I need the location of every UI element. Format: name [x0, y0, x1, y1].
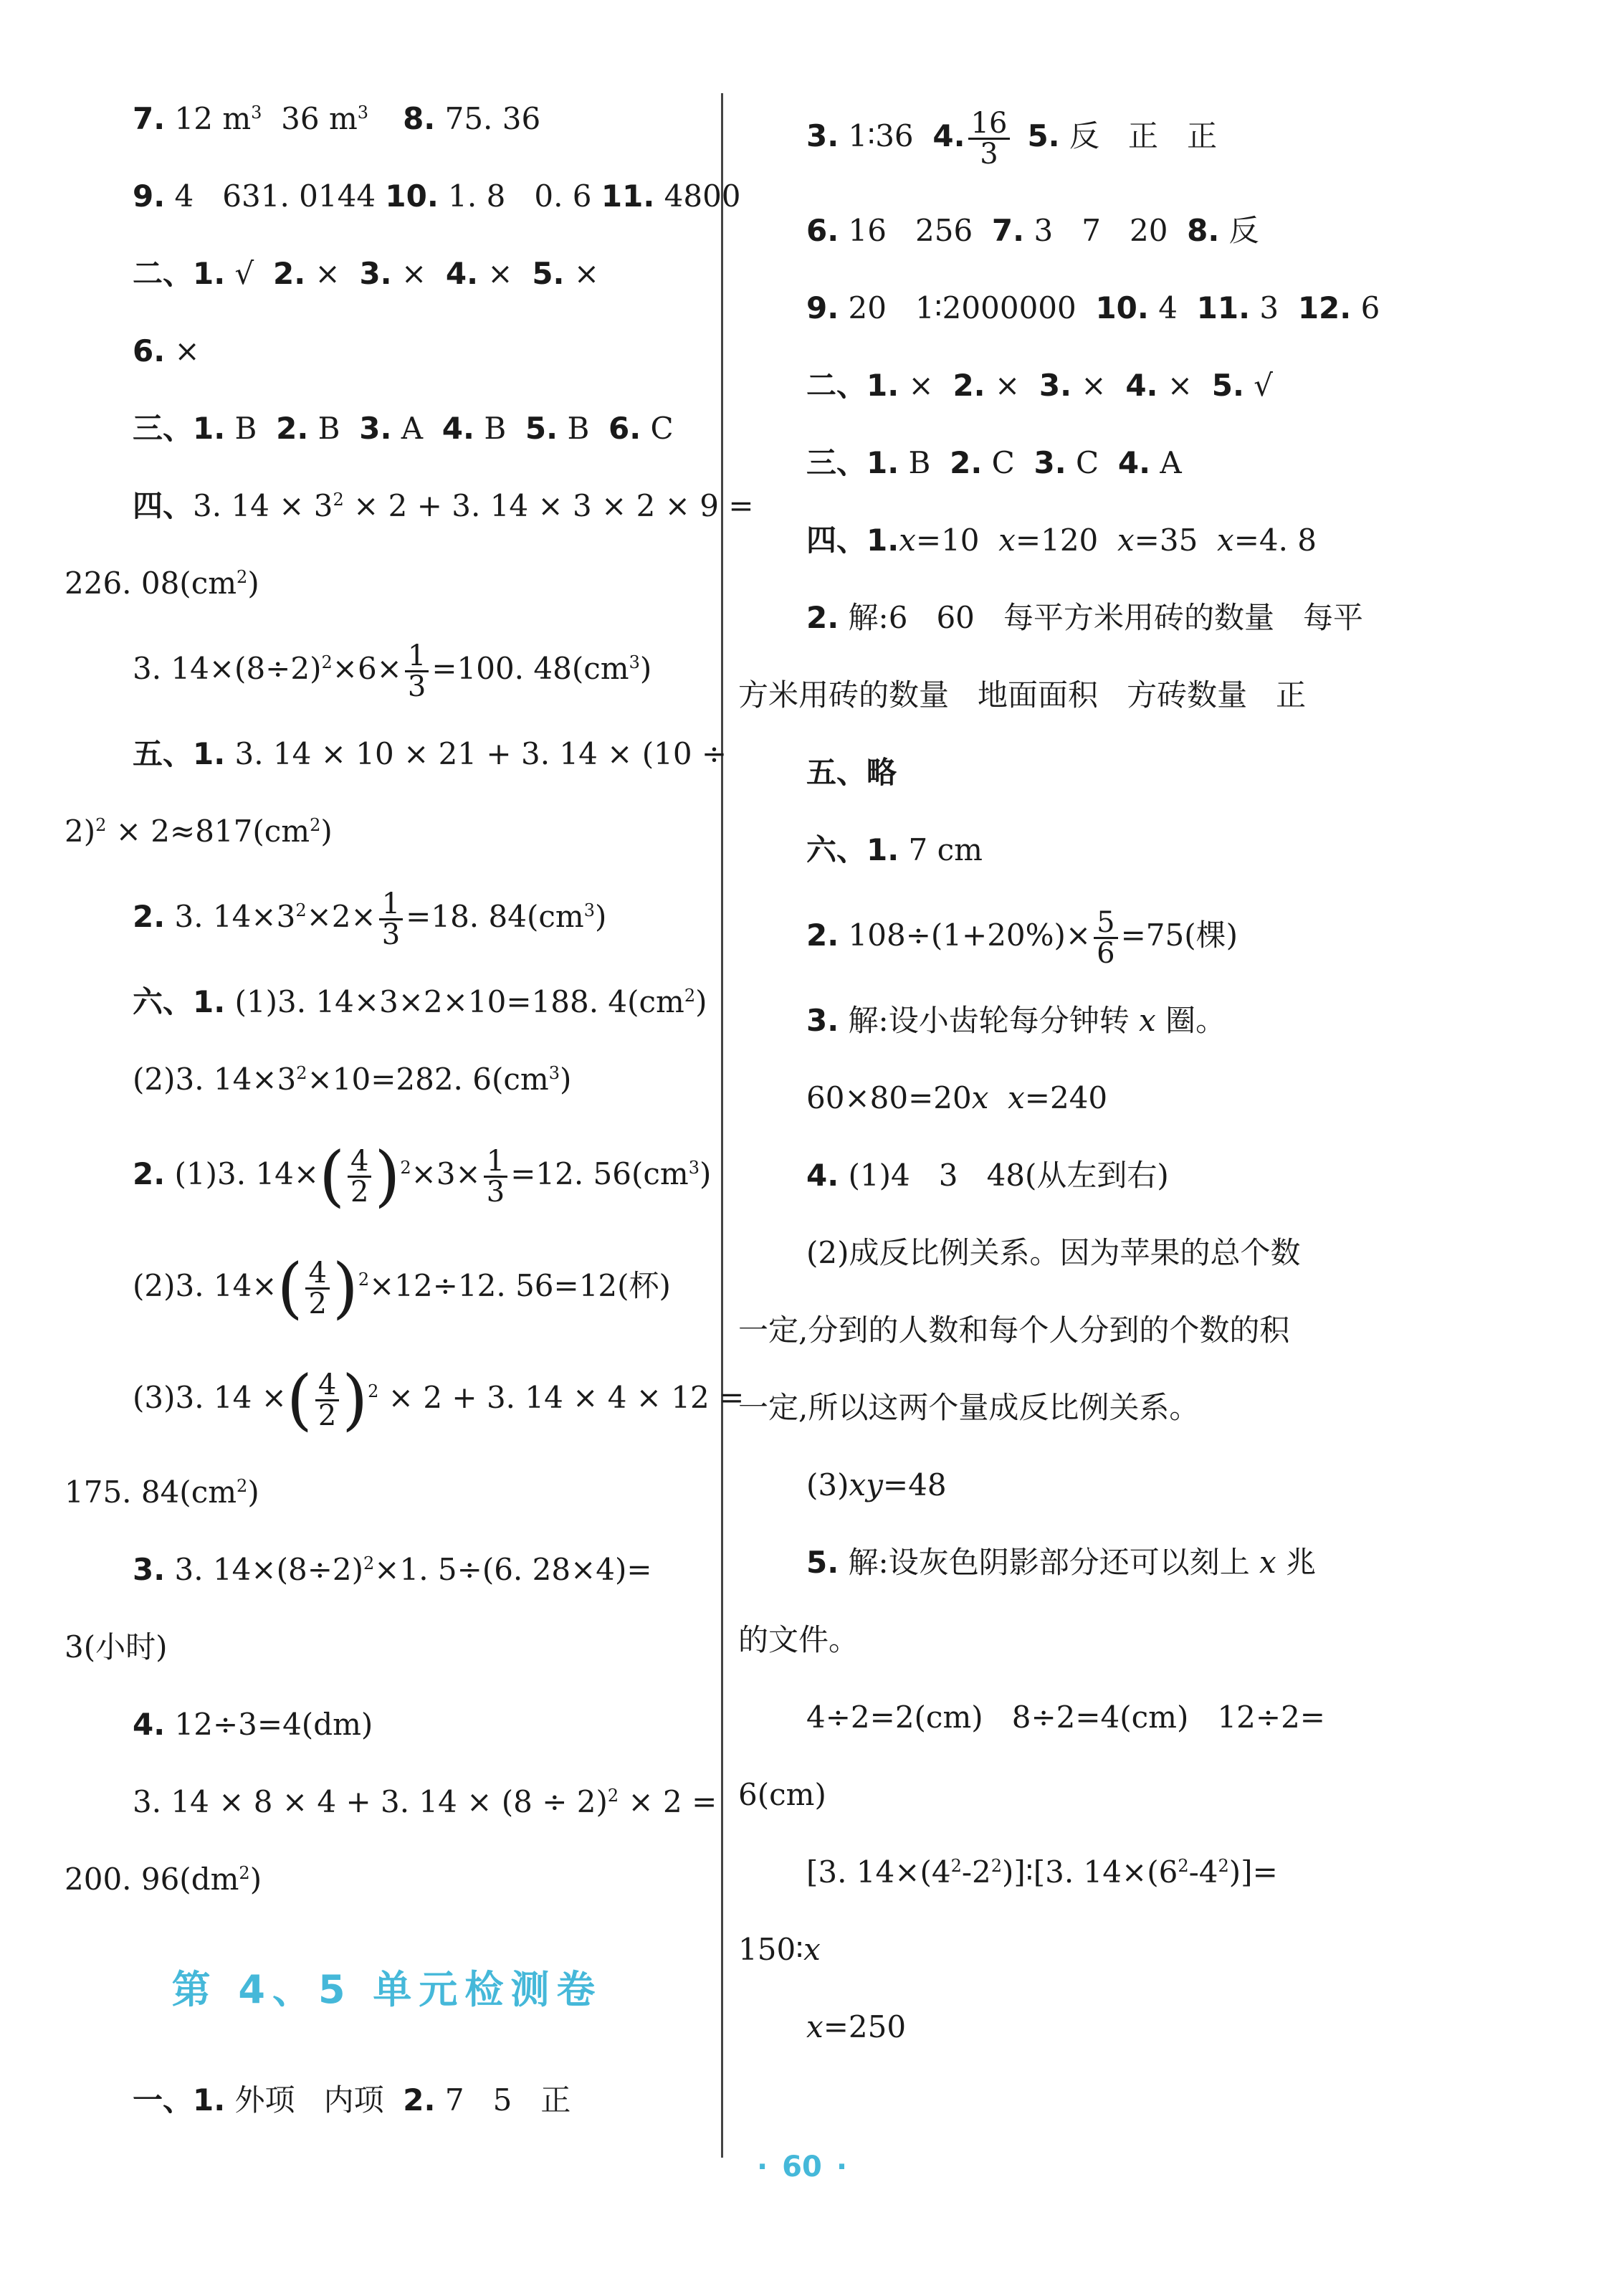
answer-line: 2. 3. $14\times 3^2\times 2\times$ $\frac{1}{3}$ =18. $84(cm^3)$: [133, 887, 607, 951]
answer-line: 三、1. B 2. B 3. A 4. B 5. B 6. C: [133, 411, 674, 446]
answer-line: (3)xy=48: [806, 1467, 947, 1502]
answer-line: 6. ×: [133, 333, 200, 368]
answer-line: 9. 20 1∶2000000 10. 4 11. 3 12. 6: [806, 290, 1380, 325]
fraction: $\frac{1}{3}$: [484, 1147, 507, 1206]
answer-line: 五、1. 3. 14 × 10 × 21 + 3. 14 × (10 ÷: [133, 736, 727, 771]
answer-line: 二、1. √ 2. × 3. × 4. × 5. ×: [133, 256, 600, 291]
answer-line: 六、1. 7 cm: [806, 832, 983, 867]
answer-line: 4. (1)4 3 48(从左到右): [806, 1158, 1169, 1193]
answer-line: 3. $14\times(8\div 2)^2\times 6\times$ $\frac{1}{3}$ =100. $48(cm^3)$: [133, 639, 652, 703]
answer-line: 三、1. B 2. C 3. C 4. A: [806, 445, 1182, 480]
answer-line: 175. $84(cm^2)$: [65, 1475, 259, 1510]
answer-line: $2)^2 \times 2\approx 817(cm^2)$: [65, 814, 333, 849]
answer-line: 的文件。: [738, 1622, 859, 1657]
answer-line: 200. $96(dm^2)$: [65, 1862, 262, 1897]
answer-line: 6(cm): [738, 1777, 826, 1812]
answer-line: 一、1. 外项 内项 2. 7 5 正: [133, 2082, 571, 2118]
answer-line: 3(小时): [65, 1629, 168, 1664]
answer-line: 五、略: [806, 755, 897, 790]
answer-line: 四、3. $14 \times 3^2 \times 2 + 3$. 14 × 3 × 2 × 9 =: [133, 488, 754, 523]
answer-line: 6. 16 256 7. 3 7 20 8. 反: [806, 213, 1259, 248]
answer-line: 60×80=20x x=240: [806, 1080, 1108, 1115]
answer-line: 二、1. × 2. × 3. × 4. × 5. √: [806, 368, 1274, 403]
answer-line: 2. 解:6 60 每平方米用砖的数量 每平: [806, 600, 1364, 635]
right-column: [738, 80, 1405, 2066]
answer-line: [3. $14\times(4^2-2^2)]∶[3$. $14\times(6^2-4^2)]=$: [806, 1854, 1278, 1890]
section-title: 第 4、5 单元检测卷: [171, 1967, 603, 2012]
answer-line: 3. 14 × 8 × 4 + 3. $14 \times (8 \div 2)^2 \times 2$ =: [133, 1784, 717, 1819]
column-divider: [721, 93, 723, 2158]
answer-line: x=250: [806, 2009, 907, 2044]
answer-line: 六、1. (1)3. 14×3×2×10=188. $4(cm^2)$: [133, 984, 707, 1019]
answer-line: 一定,分到的人数和每个人分到的个数的积: [738, 1313, 1290, 1348]
answer-line: 3. 3. $14\times(8\div 2)^2\times 1$. 5÷(6. 28×4)=: [133, 1552, 652, 1587]
answer-line: 一定,所以这两个量成反比例关系。: [738, 1390, 1200, 1425]
answer-line: 7. 12 $m^3$ 36 $m^3$ 8. 75. 36: [133, 101, 541, 136]
answer-line: 3. 解:设小齿轮每分钟转 x 圈。: [806, 1003, 1226, 1038]
answer-line: 3. 1∶36 4. $\frac{16}{3}$ 5. 反 正 正: [806, 106, 1218, 171]
answer-line: 四、1.x=10 x=120 x=35 x=4. 8: [806, 523, 1317, 558]
answer-line: 5. 解:设灰色阴影部分还可以刻上 x 兆: [806, 1545, 1317, 1580]
answer-line: 4÷2=2(cm) 8÷2=4(cm) 12÷2=: [806, 1700, 1325, 1735]
answer-line: 方米用砖的数量 地面面积 方砖数量 正: [738, 677, 1307, 713]
answer-line: 2. 108÷(1+20%)× $\frac{5}{6}$ =75(棵): [806, 905, 1238, 970]
answer-line: (2)3. 14×( $\frac{4}{2}$ )$^2$×12÷12. 56=12(杯): [133, 1249, 671, 1326]
fraction: $\frac{5}{6}$: [1094, 908, 1117, 968]
answer-line: 150∶x: [738, 1932, 821, 1967]
fraction: $\frac{16}{3}$: [968, 109, 1011, 168]
fraction: $\frac{1}{3}$: [405, 642, 429, 701]
page-number: · 60 ·: [756, 2150, 848, 2183]
fraction: $\frac{4}{2}$: [305, 1259, 329, 1318]
answer-line: 4. 12÷3=4(dm): [133, 1707, 373, 1742]
answer-line: (2)成反比例关系。因为苹果的总个数: [806, 1235, 1301, 1270]
answer-line: 2. (1)3. 14×( $\frac{4}{2}$ )$^2$×3× $\frac{1}{3}$ =12. $56(cm^3)$: [133, 1138, 712, 1214]
answer-line: 226. $08(cm^2)$: [65, 566, 259, 601]
fraction: $\frac{4}{2}$: [315, 1371, 339, 1430]
fraction: $\frac{1}{3}$: [379, 890, 403, 949]
answer-line: 9. 4 631. 0144 10. 1. 8 0. 6 11. 4800: [133, 178, 741, 214]
answer-line: (2)3. $14\times 3^2\times 10=282$. $6(cm^3)$: [133, 1062, 572, 1097]
left-column: [65, 80, 754, 2139]
fraction: $\frac{4}{2}$: [348, 1147, 371, 1206]
answer-line: (3)3. 14 ×( $\frac{4}{2}$ )$^2$ × 2 + 3. 14 × 4 × 12 =: [133, 1361, 745, 1438]
